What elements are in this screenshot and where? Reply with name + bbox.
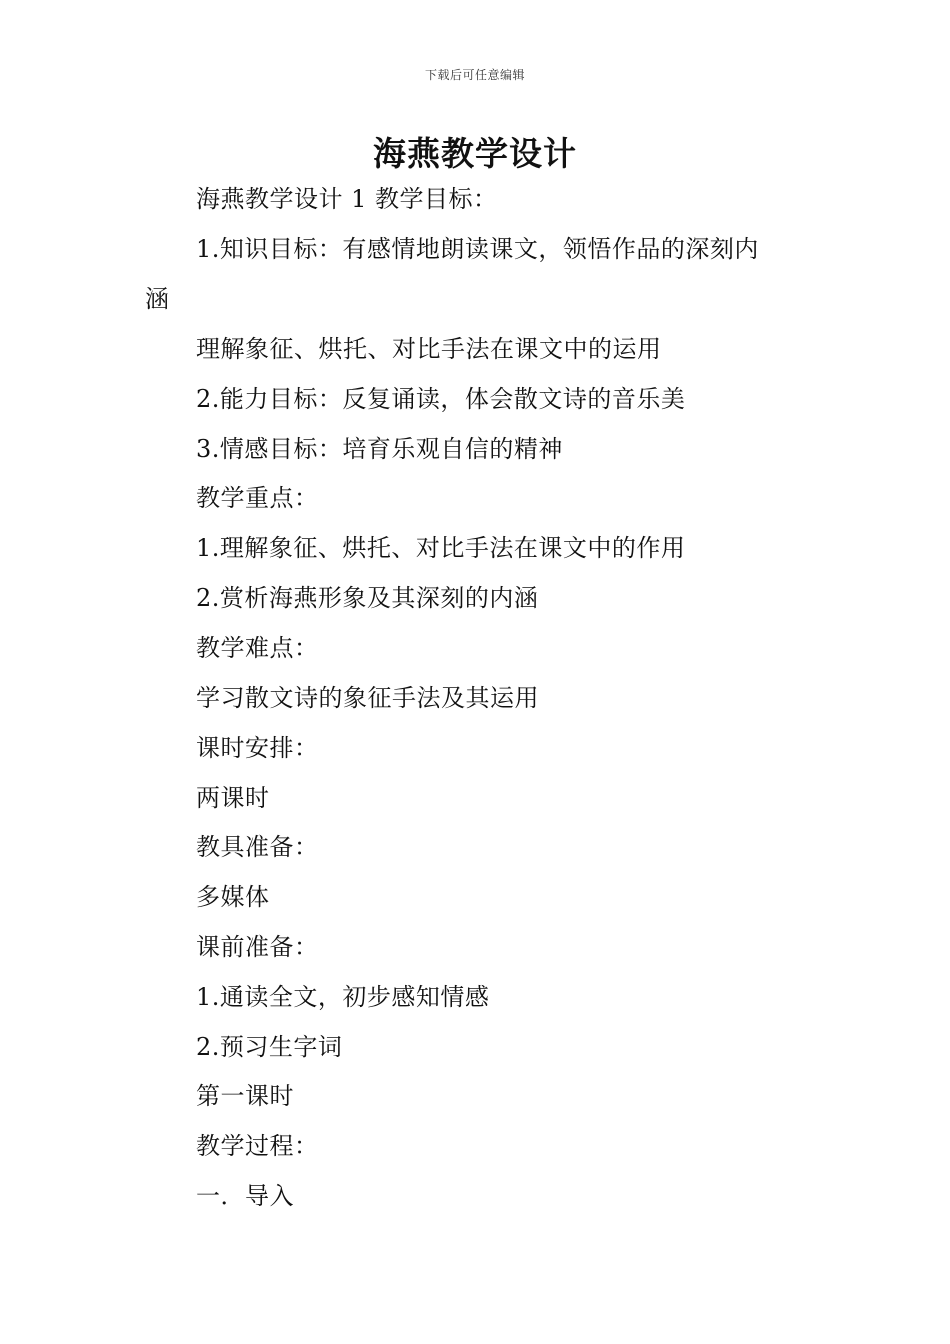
text-line: 多媒体	[196, 883, 270, 911]
header-note: 下载后可任意编辑	[424, 68, 525, 82]
text-line: 3.情感目标：培育乐观自信的精神	[196, 435, 563, 463]
section-heading: 教学难点：	[196, 634, 319, 662]
text-line: 2.能力目标：反复诵读，体会散文诗的音乐美	[196, 385, 686, 413]
text-line: 一．导入	[196, 1182, 294, 1210]
text-line: 1.通读全文，初步感知情感	[196, 983, 490, 1011]
text-line: 学习散文诗的象征手法及其运用	[196, 684, 539, 712]
text-line: 理解象征、烘托、对比手法在课文中的运用	[196, 335, 662, 363]
text-line: 两课时	[196, 784, 270, 812]
section-heading: 第一课时	[196, 1082, 294, 1110]
section-heading: 教学重点：	[196, 484, 319, 512]
section-heading: 课前准备：	[196, 933, 319, 961]
text-line: 海燕教学设计 1 教学目标：	[196, 185, 498, 213]
section-heading: 教学过程：	[196, 1132, 319, 1160]
section-heading: 教具准备：	[196, 833, 319, 861]
section-heading: 课时安排：	[196, 734, 319, 762]
text-line: 1.理解象征、烘托、对比手法在课文中的作用	[196, 534, 686, 562]
text-line-wrap: 涵	[145, 285, 170, 313]
text-line: 2.预习生字词	[196, 1033, 343, 1061]
text-line: 1.知识目标：有感情地朗读课文，领悟作品的深刻内	[196, 235, 759, 263]
document-title: 海燕教学设计	[373, 134, 577, 173]
text-line: 2.赏析海燕形象及其深刻的内涵	[196, 584, 539, 612]
